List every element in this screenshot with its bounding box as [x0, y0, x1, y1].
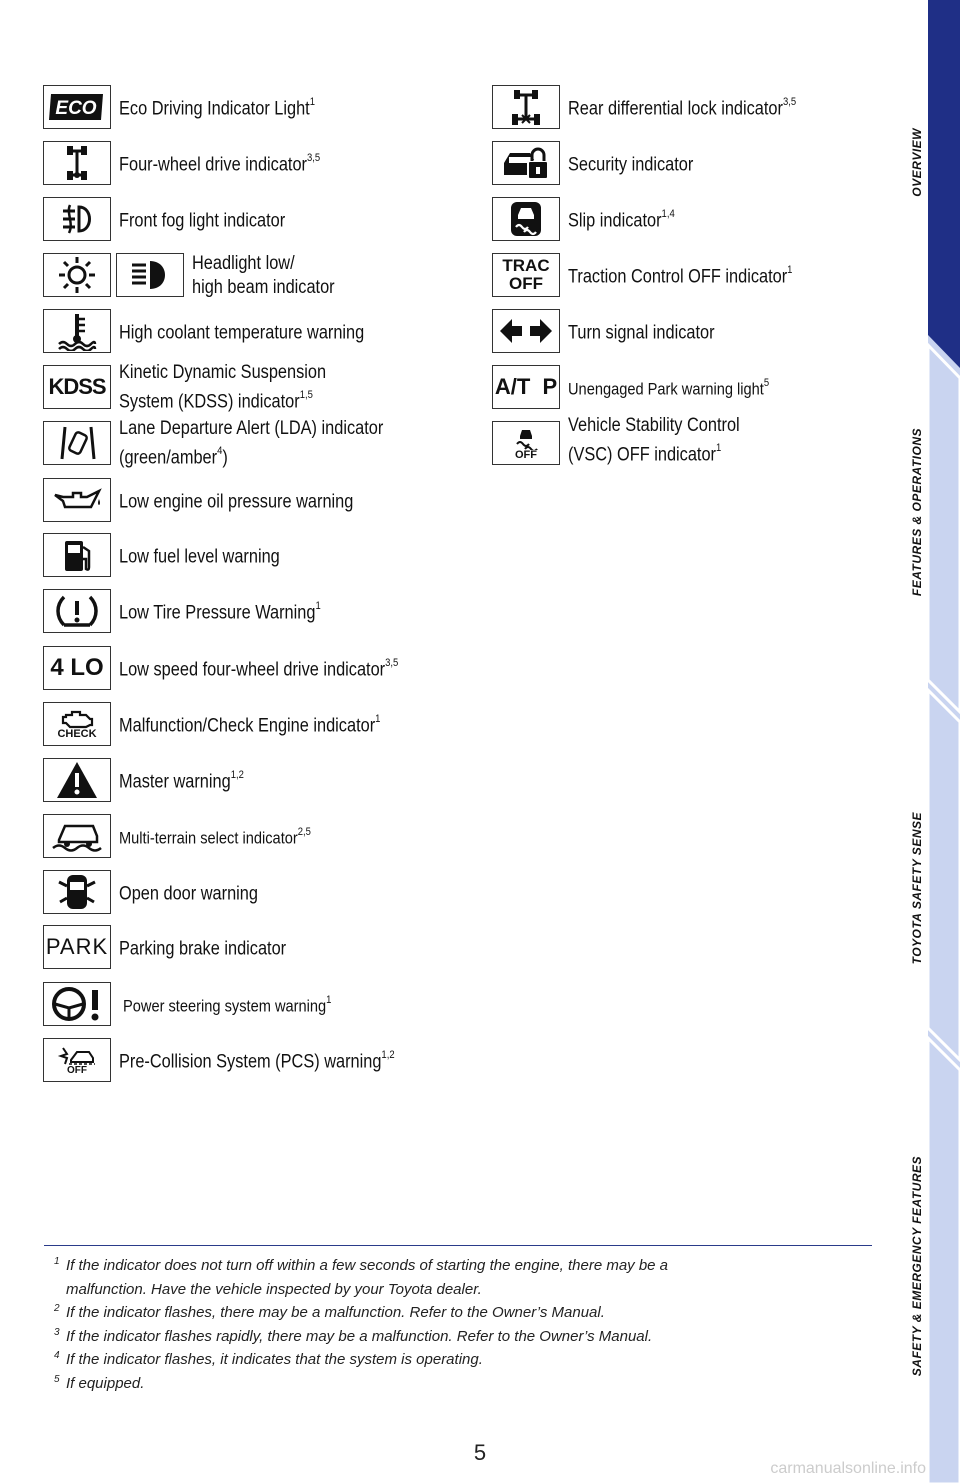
front-fog-light-icon	[43, 197, 111, 241]
sidebar-tabs-shape	[928, 0, 960, 1484]
item-label: Slip indicator$^{1,4}$	[568, 208, 675, 232]
list-item	[43, 757, 264, 803]
tire-pressure-icon	[43, 589, 111, 633]
trac-text: TRAC	[502, 256, 550, 275]
list-item	[43, 1037, 439, 1083]
tab-safety-emergency[interactable]: SAFETY & EMERGENCY FEATURES	[910, 1156, 924, 1377]
list-item	[43, 477, 392, 523]
item-label: Pre-Collision System (PCS) warning$^{1,2}$	[119, 1049, 395, 1073]
list-item	[43, 813, 342, 859]
footnote: malfunction. Have the vehicle inspected by your Toyota dealer.	[66, 1280, 482, 1298]
list-item	[43, 308, 404, 354]
list-item	[43, 196, 312, 242]
footnotes	[52, 1254, 852, 1395]
headlight-low-icon	[43, 253, 111, 297]
list-item	[43, 252, 358, 298]
list-item	[43, 924, 313, 970]
page-number: 5	[473, 1440, 487, 1465]
item-label: Low fuel level warning	[119, 546, 280, 568]
rear-diff-lock-icon	[492, 85, 560, 129]
item-label: Master warning$^{1,2}$	[119, 769, 244, 793]
list-item	[492, 196, 692, 242]
item-label: Traction Control OFF indicator$^1$	[568, 264, 793, 288]
item-label: Low Tire Pressure Warning$^1$	[119, 600, 321, 624]
pre-collision-icon	[43, 1038, 111, 1082]
park-icon	[43, 925, 111, 969]
vsc-off-icon	[492, 421, 560, 465]
item-label: Vehicle Stability Control (VSC) OFF indicator$^1$	[568, 415, 740, 466]
off-text: OFF	[509, 274, 543, 293]
master-warning-icon	[43, 758, 111, 802]
kdss-text: KDSS	[48, 374, 106, 399]
list-item	[492, 140, 714, 186]
check-text: CHECK	[57, 727, 97, 740]
item-label: Low engine oil pressure warning	[119, 491, 354, 513]
list-item	[43, 701, 423, 747]
at-p-icon	[492, 365, 560, 409]
multi-terrain-icon	[43, 814, 111, 858]
list-item	[43, 418, 426, 469]
list-item	[43, 362, 360, 413]
kdss-icon	[43, 365, 111, 409]
four-lo-icon	[43, 646, 111, 690]
slip-icon	[492, 197, 560, 241]
footnote-divider	[44, 1245, 872, 1246]
list-item	[492, 415, 768, 466]
list-item	[43, 588, 354, 634]
footnote: 4 If the indicator flashes, it indicates that the system is operating.	[54, 1350, 483, 1368]
oil-pressure-icon	[43, 478, 111, 522]
item-label: Front fog light indicator	[119, 210, 286, 232]
footnote: 2 If the indicator flashes, there may be a malfunction. Refer to the Owner’s Manual.	[54, 1303, 605, 1321]
list-item	[43, 645, 444, 691]
list-item	[492, 84, 833, 130]
open-door-icon	[43, 870, 111, 914]
list-item	[43, 84, 347, 130]
item-label: Security indicator	[568, 154, 694, 176]
item-label: High coolant temperature warning	[119, 322, 365, 344]
item-label: Unengaged Park warning light$^5$	[568, 376, 770, 399]
trac-off-icon	[492, 253, 560, 297]
fuel-icon	[43, 533, 111, 577]
off-text: OFF	[515, 448, 537, 461]
item-label: Low speed four-wheel drive indicator$^{3,5}$	[119, 657, 399, 681]
check-engine-icon	[43, 702, 111, 746]
tab-toyota-safety-sense[interactable]: TOYOTA SAFETY SENSE	[910, 812, 924, 965]
list-item	[492, 308, 738, 354]
item-label: Lane Departure Alert (LDA) indicator (green/amber$^4$)	[119, 418, 384, 469]
tab-overview[interactable]: OVERVIEW	[910, 128, 924, 197]
eco-text: ECO	[55, 98, 97, 119]
list-item	[43, 981, 365, 1027]
item-label: Parking brake indicator	[119, 938, 287, 960]
high-beam-icon	[116, 253, 184, 297]
item-label: Power steering system warning$^1$	[123, 993, 332, 1016]
item-label: Eco Driving Indicator Light$^1$	[119, 96, 315, 120]
coolant-temperature-icon	[43, 309, 111, 353]
power-steering-icon	[43, 982, 111, 1026]
watermark: carmanualsonline.info	[770, 1460, 926, 1477]
security-icon	[492, 141, 560, 185]
list-item	[43, 140, 353, 186]
item-label: Malfunction/Check Engine indicator$^1$	[119, 713, 381, 737]
four-lo-text: 4 LO	[50, 654, 104, 681]
item-label: Open door warning	[119, 883, 258, 905]
list-item	[492, 252, 829, 298]
footnote: 3 If the indicator flashes rapidly, there may be a malfunction. Refer to the Owner’s Manual.	[54, 1326, 653, 1345]
item-label: Kinetic Dynamic Suspension System (KDSS) indicator$^{1,5}$	[119, 362, 327, 413]
turn-signal-icon	[492, 309, 560, 353]
footnote: 5 If equipped.	[54, 1373, 145, 1392]
tab-features-operations[interactable]: FEATURES & OPERATIONS	[910, 428, 924, 597]
item-label: Multi-terrain select indicator$^{2,5}$	[119, 825, 311, 848]
list-item	[43, 869, 281, 915]
lane-departure-icon	[43, 421, 111, 465]
item-label: Turn signal indicator	[568, 322, 715, 344]
list-item	[43, 532, 306, 578]
four-wheel-drive-icon	[43, 141, 111, 185]
list-item	[492, 364, 802, 410]
footnote: 1 If the indicator does not turn off within a few seconds of starting the engine, there may be a	[54, 1256, 669, 1274]
off-text: OFF	[67, 1065, 87, 1076]
park-text: PARK	[45, 934, 109, 959]
item-label: Four-wheel drive indicator$^{3,5}$	[119, 152, 321, 176]
item-label: Rear differential lock indicator$^{3,5}$	[568, 96, 797, 120]
eco-icon	[43, 85, 111, 129]
item-label: Headlight low/ high beam indicator	[192, 253, 335, 298]
at-p-text: A/T P	[494, 374, 558, 399]
